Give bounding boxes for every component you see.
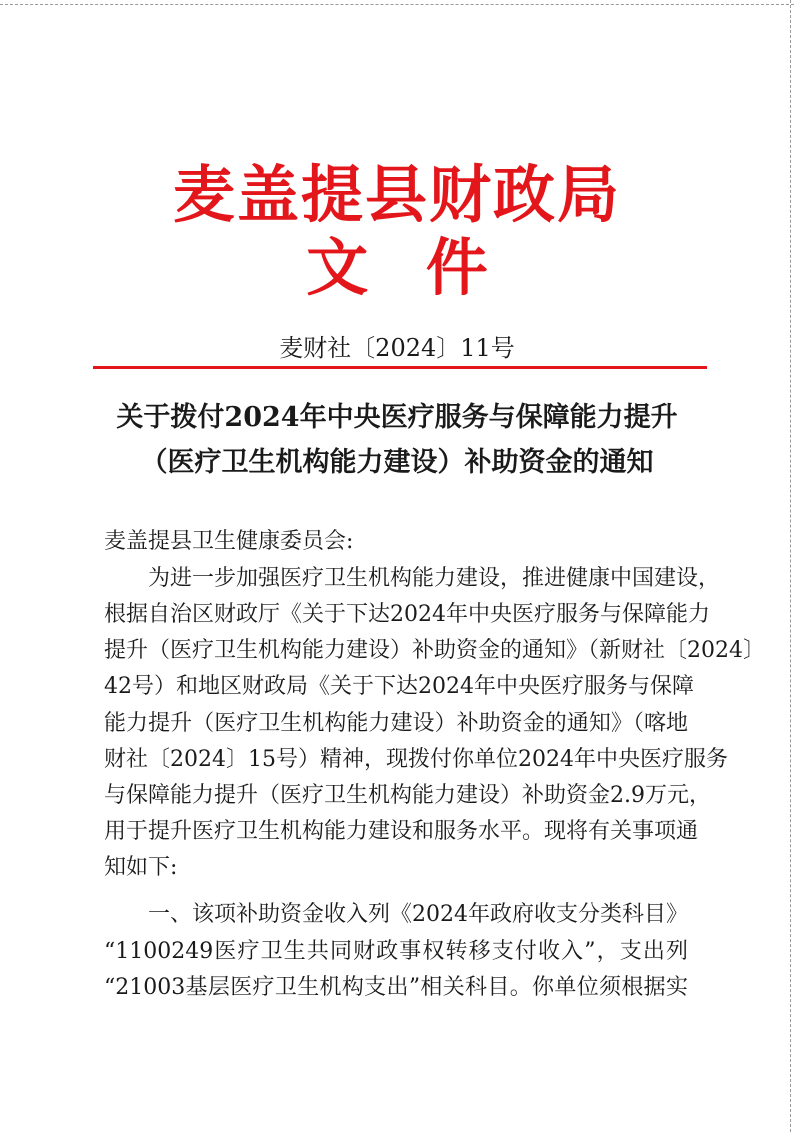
salutation: 麦盖提县卫生健康委员会:: [104, 529, 354, 554]
red-divider-line: [93, 366, 707, 369]
body-line: 为进一步加强医疗卫生机构能力建设，推进健康中国建设，: [148, 566, 721, 591]
body-line: 一、该项补助资金收入列《2024年政府收支分类科目》: [148, 902, 688, 927]
document-number: 麦财社〔2024〕11号: [279, 334, 515, 362]
notice-title-line-2: （医疗卫生机构能力建设）补助资金的通知: [140, 447, 654, 478]
body-line: 财社〔2024〕15号）精神，现拨付你单位2024年中央医疗服务: [104, 747, 728, 772]
body-line: “1100249医疗卫生共同财政事权转移支付收入”，支出列: [104, 939, 688, 964]
body-line: 根据自治区财政厅《关于下达2024年中央医疗服务与保障能力: [104, 602, 710, 627]
body-line: 42号）和地区财政局《关于下达2024年中央医疗服务与保障: [104, 674, 694, 699]
scan-border-top: [0, 4, 794, 5]
document-type-heading: 文 件: [306, 231, 506, 304]
body-line: 知如下:: [104, 855, 178, 880]
notice-title-line-1: 关于拨付2024年中央医疗服务与保障能力提升: [116, 402, 678, 433]
body-line: 提升（医疗卫生机构能力建设）补助资金的通知》（新财社〔2024〕: [104, 638, 765, 663]
issuing-organization: 麦盖提县财政局: [172, 158, 621, 231]
body-line: 能力提升（医疗卫生机构能力建设）补助资金的通知》（喀地: [104, 711, 688, 736]
body-line: 与保障能力提升（医疗卫生机构能力建设）补助资金2.9万元，: [104, 783, 711, 808]
body-line: 用于提升医疗卫生机构能力建设和服务水平。现将有关事项通: [104, 819, 699, 844]
body-line: “21003基层医疗卫生机构支出”相关科目。你单位须根据实: [104, 975, 688, 1000]
